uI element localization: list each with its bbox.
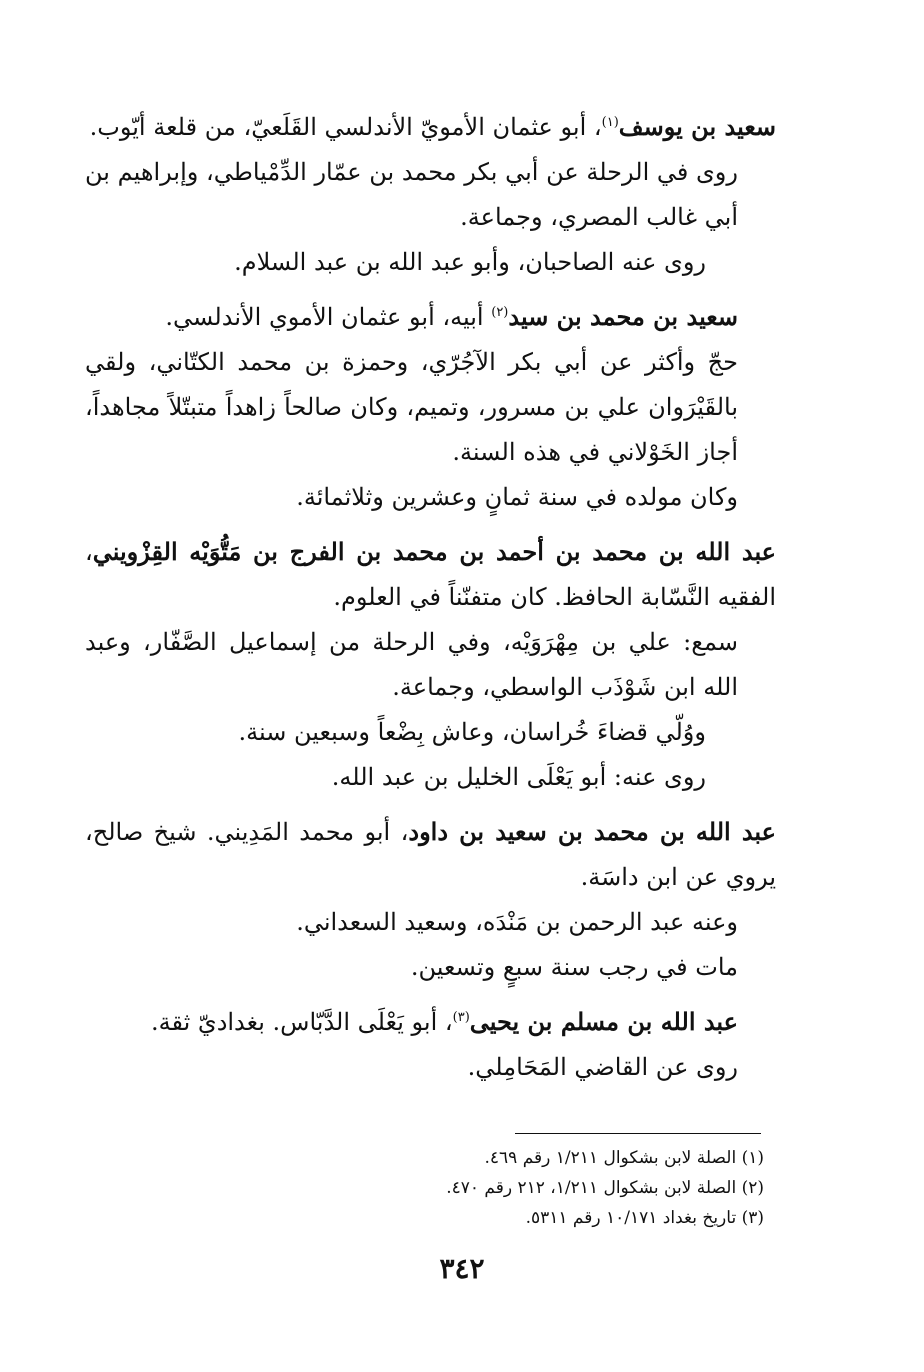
footnotes [144, 1143, 764, 1233]
entry-name: سعيد بن يوسف [618, 112, 776, 141]
entry-paragraph: روى في الرحلة عن أبي بكر محمد بن عمّار الدِّمْياطي، وإبراهيم بن أبي غالب المصري، وجماعة. [85, 158, 738, 231]
entry-paragraph: ووُلّي قضاءَ خُراسان، وعاش بِضْعاً وسبعين سنة. [238, 718, 706, 746]
entry-text: ، أبو يَعْلَى الدَّبّاس. بغداديّ ثقة. [150, 1008, 453, 1036]
entry-paragraph: وكان مولده في سنة ثمانٍ وعشرين وثلاثمائة. [296, 483, 738, 511]
footnote-ref: (٣) [452, 1010, 470, 1025]
entry-text: ، الفقيه النَّسّابة الحافظ. كان متفنّناً في العلوم. [85, 538, 776, 611]
entry-paragraph: حجّ وأكثر عن أبي بكر الآجُرّي، وحمزة بن محمد الكتّاني، ولقي بالقَيْرَوان علي بن مسرور، وتميم، وكان صالحاً زاهداً متبتّلاً مجاهداً، أجاز الخَوْلاني في هذه السنة. [85, 348, 738, 466]
biography-entry [85, 529, 776, 800]
page-number: ٣٤٢ [439, 1252, 485, 1285]
footnote: (٢) الصلة لابن بشكوال ١/٢١١، ٢١٢ رقم ٤٧٠. [446, 1178, 764, 1198]
entry-name: عبد الله بن محمد بن أحمد بن محمد بن الفرج بن مَتُّوَيْه القِزْويني [92, 537, 776, 566]
entry-heading [85, 809, 776, 900]
footnote-ref: (١) [601, 115, 619, 130]
entry-heading [85, 294, 776, 340]
entry-name: سعيد بن محمد بن سيد [508, 302, 738, 331]
biography-entry [85, 809, 776, 990]
entry-text: ، أبو عثمان الأمويّ الأندلسي القَلَعيّ، من قلعة أيّوب. [89, 113, 602, 141]
entry-paragraph: مات في رجب سنة سبعٍ وتسعين. [410, 953, 738, 981]
entry-text: ، أبو محمد المَدِيني. شيخ صالح، يروي عن ابن داسَة. [85, 818, 776, 891]
entry-paragraph: روى عنه: أبو يَعْلَى الخليل بن عبد الله. [331, 763, 706, 791]
entry-paragraph: وعنه عبد الرحمن بن مَنْدَه، وسعيد السعداني. [296, 908, 738, 936]
entry-name: عبد الله بن محمد بن سعيد بن داود [408, 817, 776, 846]
entry-name: عبد الله بن مسلم بن يحيى [469, 1007, 738, 1036]
entry-heading [85, 104, 776, 150]
biography-entry [85, 104, 776, 285]
footnote-divider [515, 1133, 761, 1134]
entry-paragraph: روى عن القاضي المَحَامِلي. [467, 1053, 738, 1081]
biography-entry [85, 294, 776, 520]
footnote-ref: (٢) [491, 305, 509, 320]
footnote: (١) الصلة لابن بشكوال ١/٢١١ رقم ٤٦٩. [484, 1148, 764, 1168]
entry-heading [85, 999, 776, 1045]
entry-heading [85, 529, 776, 620]
entry-text: أبيه، أبو عثمان الأموي الأندلسي. [165, 303, 484, 331]
biography-entry [85, 999, 776, 1090]
entry-paragraph: سمع: علي بن مِهْرَوَيْه، وفي الرحلة من إسماعيل الصَّفّار، وعبد الله ابن شَوْذَب الواسطي، وجماعة. [85, 628, 738, 701]
entry-paragraph: روى عنه الصاحبان، وأبو عبد الله بن عبد السلام. [234, 248, 706, 276]
footnote: (٣) تاريخ بغداد ١٠/١٧١ رقم ٥٣١١. [525, 1208, 764, 1228]
